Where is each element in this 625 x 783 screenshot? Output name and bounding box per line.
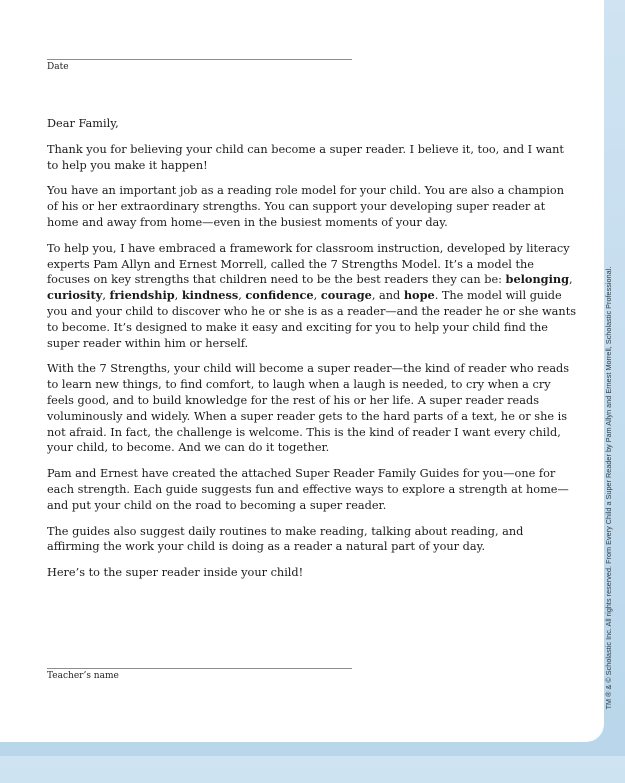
strength-and-word: and — [379, 289, 404, 303]
strength-courage: courage — [320, 288, 372, 303]
strength-kindness: kindness — [181, 288, 239, 303]
strength-separator: , — [568, 273, 573, 287]
strength-separator: , — [313, 289, 321, 303]
strength-hope: hope — [403, 288, 435, 303]
closing-line: Here’s to the super reader inside your child! — [47, 566, 304, 580]
paragraph-2: You have an important job as a reading role model for your child. You are also a champion of his or her extraordinary strengths. You can support your developing super reader at home and away from home—even in the busiest moments of your day. — [47, 184, 564, 229]
paragraph-3-outro: . The model will guide you and your child to discover who he or she is as a reader—and the reader he or she wants to become. It’s designed to make it easy and exciting for you to help your child find the super reader within him or herself. — [47, 289, 577, 350]
strength-curiosity: curiosity — [47, 288, 103, 303]
strength-separator: , — [371, 289, 379, 303]
strength-separator: , — [102, 289, 110, 303]
paragraph-3-intro: To help you, I have embraced a framework for classroom instruction, developed by literacy experts Pam Allyn and Ernest Morrell, called the 7 Strengths Model. It’s a model the focuses on key strengths that children need to be the best readers they can be: — [47, 241, 570, 287]
strength-confidence: confidence — [245, 288, 314, 303]
date-line — [47, 59, 352, 60]
strength-separator: , — [238, 289, 246, 303]
teacher-name-line — [47, 668, 352, 669]
paragraph-4: With the 7 Strengths, your child will become a super reader—the kind of reader who reads to learn new things, to find comfort, to laugh when a laugh is needed, to cry when a cry feels good, and to build knowledge for the rest of his or her life. A super reader reads voluminously and widely. When a super reader gets to the hard parts of a text, he or she is not afraid. In fact, the challenge is welcome. This is the kind of reader I want every child, your child, to become. And we can do it together. — [47, 362, 570, 455]
date-label: Date — [47, 62, 69, 72]
strength-separator: , — [174, 289, 182, 303]
strength-belonging: belonging — [505, 272, 569, 287]
copyright-credit: TM ® & © Scholastic Inc. All rights reserved. From Every Child a Super Reader by Pam Allyn and Ernest Morrell, Scholastic Professional. — [604, 266, 613, 710]
paragraph-5: Pam and Ernest have created the attached Super Reader Family Guides for you—one for each strength. Each guide suggests fun and effective ways to explore a strength at home—and put your child on the road to becoming a super reader. — [47, 467, 569, 512]
strength-friendship: friendship — [109, 288, 175, 303]
paragraph-1: Thank you for believing your child can become a super reader. I believe it, too, and I want to help you make it happen! — [47, 142, 564, 172]
paragraph-6: The guides also suggest daily routines to make reading, talking about reading, and affirming the work your child is doing as a reader a natural part of your day. — [47, 524, 524, 554]
teacher-name-label: Teacher’s name — [47, 671, 119, 681]
letter-body — [47, 116, 577, 591]
greeting: Dear Family, — [47, 117, 119, 130]
paragraph-3 — [47, 241, 577, 352]
